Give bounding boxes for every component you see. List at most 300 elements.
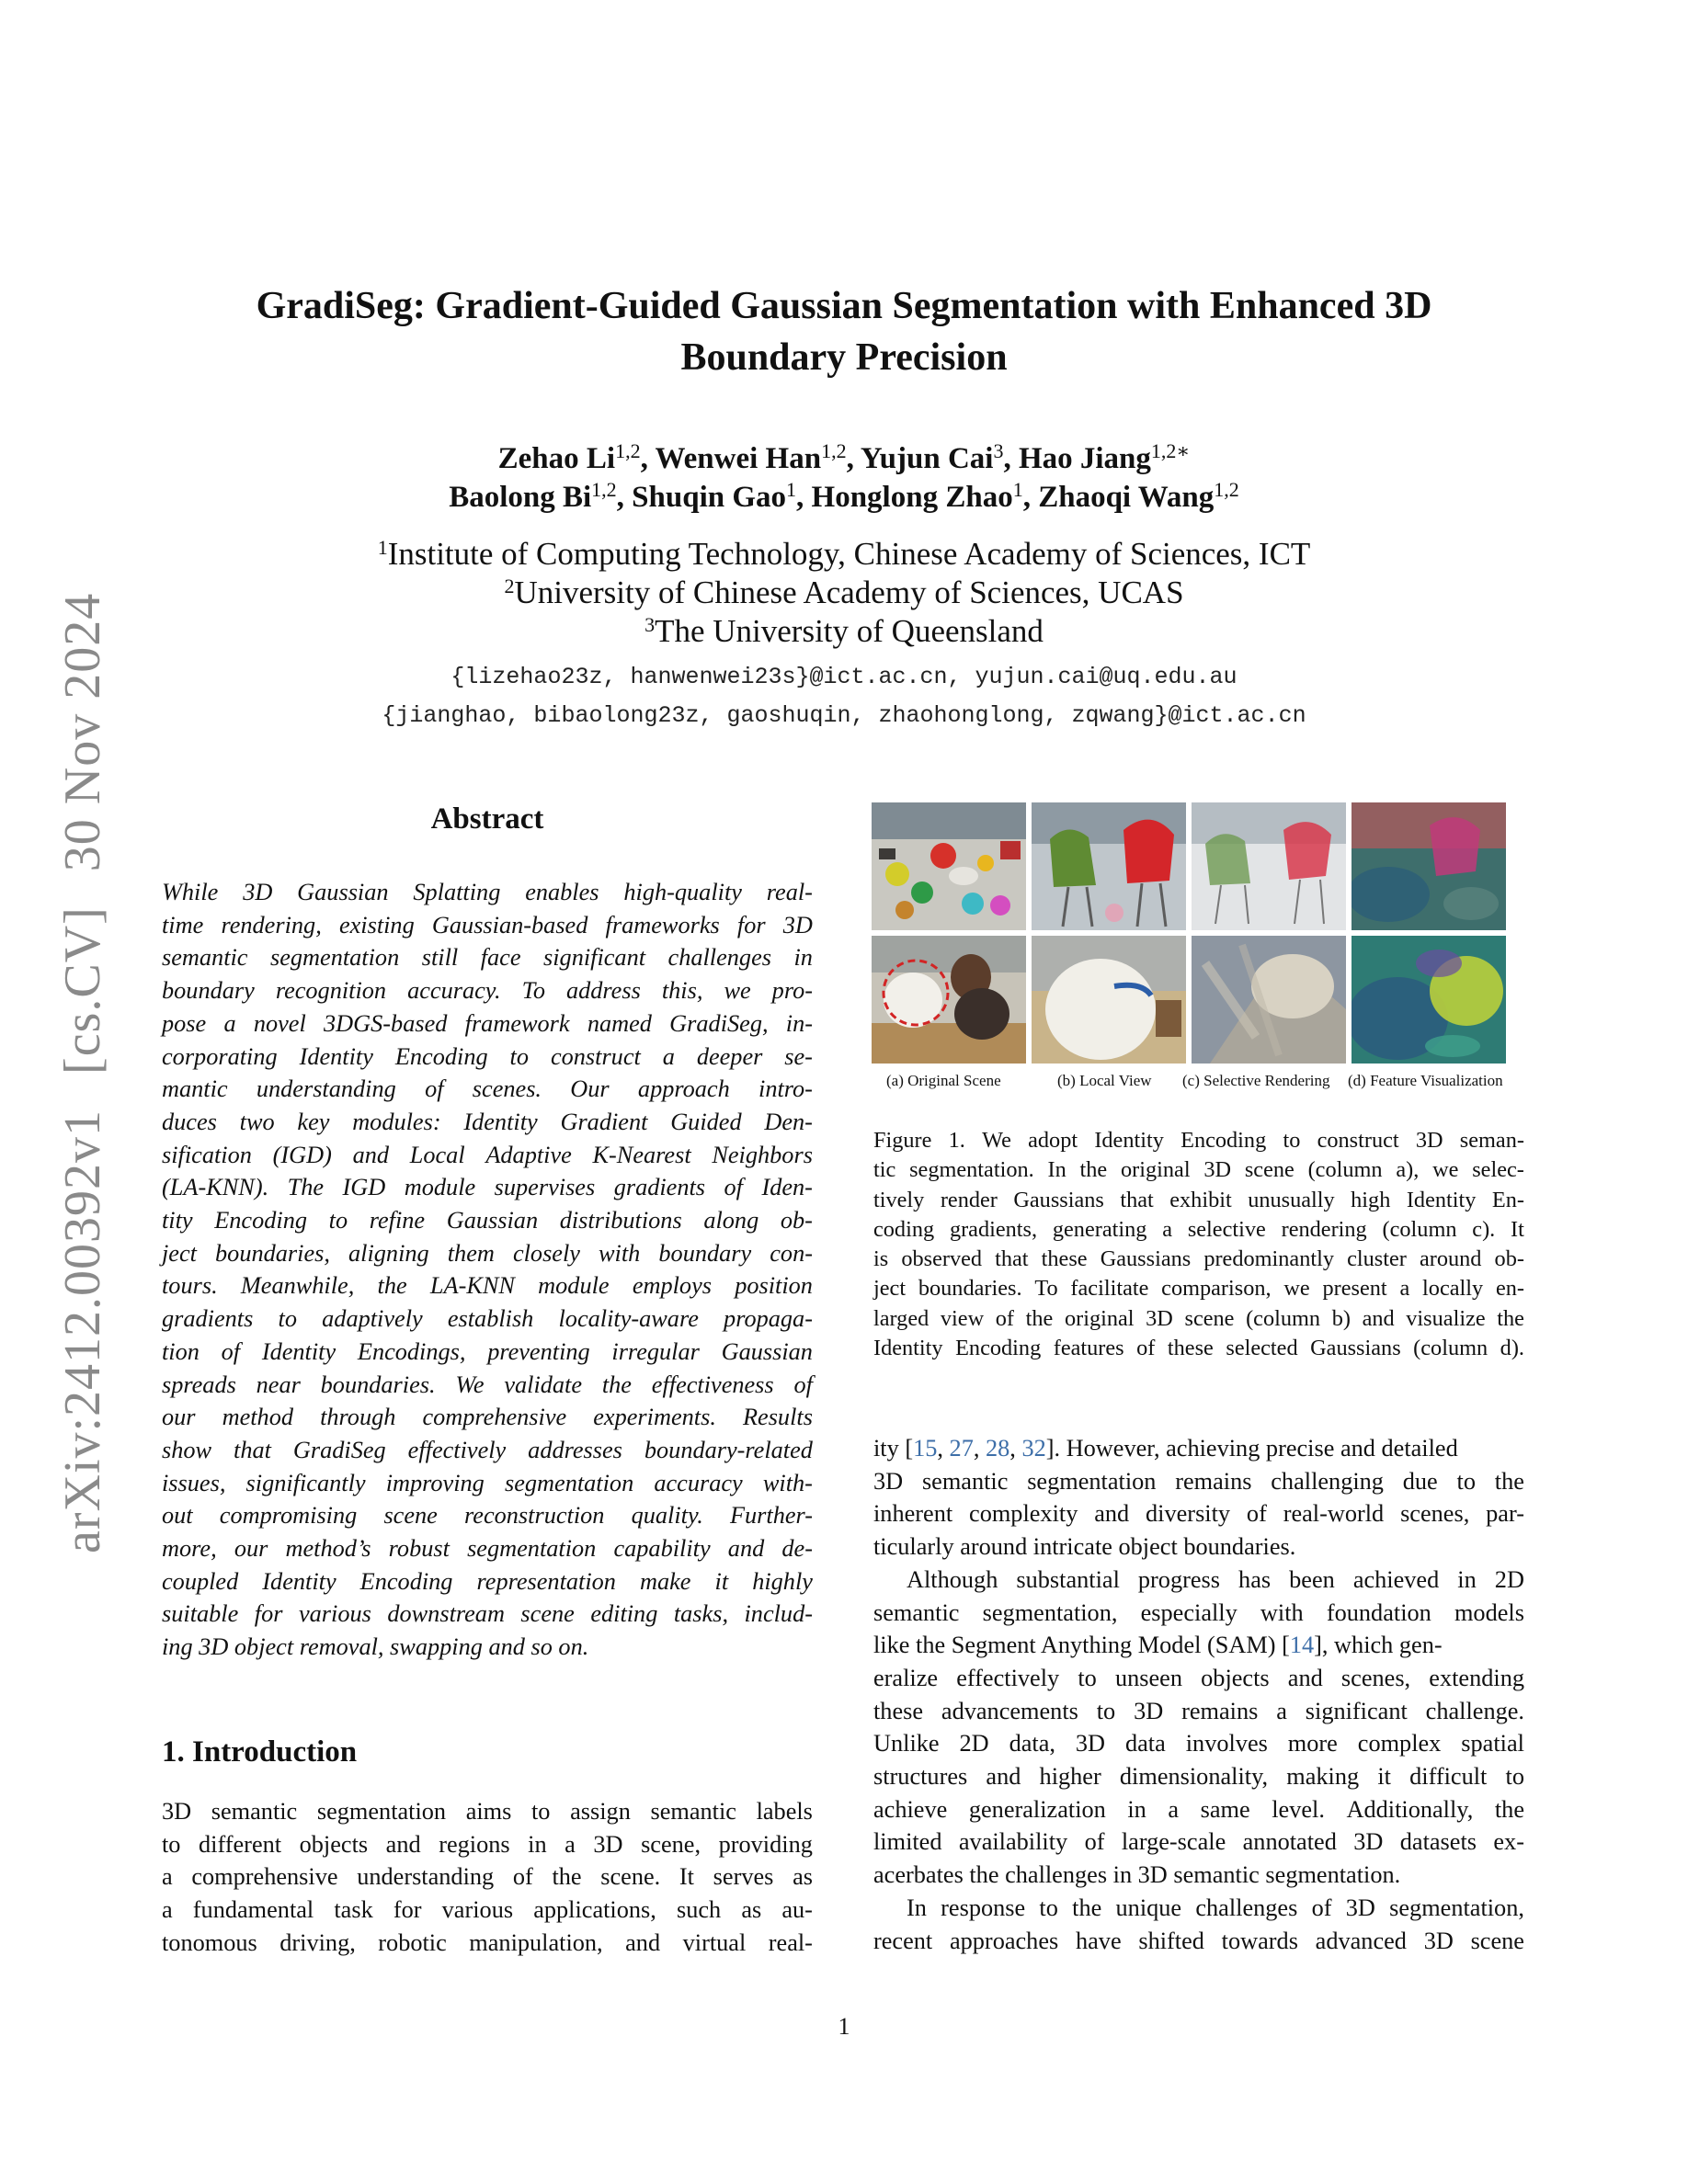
word: semantic xyxy=(873,1598,960,1626)
word: tively xyxy=(873,1187,925,1212)
word: gradients, xyxy=(949,1216,1038,1242)
word: in xyxy=(793,944,813,972)
text-line xyxy=(162,1302,813,1336)
word: these xyxy=(1041,1246,1088,1272)
word: different xyxy=(199,1830,282,1858)
word: Gaussian xyxy=(446,1207,539,1234)
word: 2D xyxy=(1494,1565,1524,1593)
word: has xyxy=(1238,1565,1272,1593)
word: The xyxy=(287,1174,325,1201)
word: face xyxy=(480,944,521,972)
text-line xyxy=(873,1274,1524,1303)
word: adaptively xyxy=(322,1305,423,1333)
word: near xyxy=(256,1371,301,1398)
word: Identity xyxy=(299,1042,373,1070)
word: limited xyxy=(873,1828,942,1856)
text-line xyxy=(873,1245,1524,1274)
word: level. xyxy=(1272,1795,1325,1823)
word: in xyxy=(528,1830,547,1858)
word: boundary xyxy=(162,977,255,1005)
text-line xyxy=(162,941,813,974)
word: While xyxy=(162,879,219,905)
word: (column xyxy=(1413,1336,1488,1361)
word: with xyxy=(1260,1598,1304,1626)
word: K-Nearest xyxy=(592,1141,691,1168)
right-column-body xyxy=(873,1432,1524,1957)
word: 3D xyxy=(1146,1305,1173,1331)
word: that xyxy=(995,1246,1029,1272)
word: module xyxy=(538,1272,610,1300)
word: models xyxy=(1454,1598,1524,1626)
text-line: acerbates the challenges in 3D semantic segmentation. xyxy=(873,1861,1401,1889)
word: adopt xyxy=(1028,1128,1078,1153)
affiliations xyxy=(165,535,1523,651)
text-line xyxy=(162,1369,813,1402)
word: scene xyxy=(383,1502,438,1530)
text-line xyxy=(162,1106,813,1139)
word: a xyxy=(162,1896,173,1924)
word: the xyxy=(377,1272,407,1300)
word: to xyxy=(162,1830,181,1858)
word: around xyxy=(1419,1246,1482,1272)
text-line xyxy=(162,1171,813,1204)
word: deeper xyxy=(696,1042,763,1070)
word: method’s xyxy=(285,1535,371,1563)
author-emails xyxy=(165,658,1523,735)
word: same xyxy=(1200,1795,1250,1823)
word: advanced xyxy=(1315,1927,1407,1954)
text-line xyxy=(873,1497,1524,1530)
word: segmentation, xyxy=(982,1598,1118,1626)
word: fundamental xyxy=(192,1896,314,1924)
word: b) xyxy=(1331,1305,1351,1331)
text-line xyxy=(873,1215,1524,1245)
word: this, xyxy=(661,977,703,1005)
word: Neighbors xyxy=(712,1141,813,1168)
word: manipulation, xyxy=(469,1928,603,1956)
word: assign xyxy=(570,1798,631,1825)
word: segmentation xyxy=(1027,1467,1157,1495)
word: To xyxy=(1034,1276,1058,1302)
word: scene xyxy=(1244,1157,1295,1183)
word: scenes. xyxy=(472,1075,542,1103)
word: substantial xyxy=(1016,1565,1120,1593)
word: real- xyxy=(768,1928,813,1956)
word: we xyxy=(724,977,751,1005)
word: out xyxy=(162,1502,193,1530)
word: of xyxy=(425,1075,444,1103)
word: preventing xyxy=(487,1337,590,1365)
text-line xyxy=(873,1186,1524,1215)
word: and xyxy=(1362,1305,1395,1331)
word: segmentation xyxy=(467,1535,597,1563)
word: pro- xyxy=(771,977,813,1005)
word: to xyxy=(1505,1763,1524,1791)
word: Figure xyxy=(873,1128,932,1153)
text-line: ticularly around intricate object boundaries. xyxy=(873,1533,1296,1561)
arxiv-date: 30 Nov 2024 xyxy=(54,592,111,872)
text-line xyxy=(162,1532,813,1565)
word: employs xyxy=(632,1272,712,1300)
word: en- xyxy=(1495,1276,1524,1302)
word: a xyxy=(662,1042,675,1070)
word: them xyxy=(447,1239,495,1267)
word: various xyxy=(441,1896,514,1924)
word: highly xyxy=(752,1567,813,1595)
affiliation-text: University of Chinese Academy of Sciences, UCAS xyxy=(514,574,1184,610)
word: Identity xyxy=(463,1108,538,1135)
word: of xyxy=(512,1863,533,1891)
word: we xyxy=(1432,1157,1459,1183)
word: in xyxy=(1457,1565,1477,1593)
word: selective xyxy=(1187,1216,1266,1242)
word: that xyxy=(1120,1187,1154,1212)
word: and xyxy=(352,1141,390,1168)
author-affil-sup: 1,2 xyxy=(821,439,847,462)
author-affil-sup: 1,2∗ xyxy=(1150,439,1191,462)
word: Additionally, xyxy=(1346,1795,1474,1823)
word: availability xyxy=(958,1828,1068,1856)
word: 3D xyxy=(1345,1894,1375,1921)
word: effectively xyxy=(956,1664,1060,1691)
word: real- xyxy=(766,879,813,905)
word: and xyxy=(727,1535,765,1563)
word: effectively xyxy=(407,1436,507,1463)
word: modules: xyxy=(352,1108,441,1135)
figure-image-local-view-sheep xyxy=(1032,936,1186,1064)
word: difficult xyxy=(1409,1763,1488,1791)
word: capability xyxy=(613,1535,711,1563)
word: effectiveness xyxy=(651,1371,774,1398)
word: segmentation xyxy=(504,1469,634,1496)
word: de- xyxy=(781,1535,813,1563)
word: tasks, xyxy=(673,1600,729,1628)
word: irregular xyxy=(611,1337,700,1365)
word: a xyxy=(223,1009,236,1037)
word: comprehensive xyxy=(191,1863,338,1891)
word: that xyxy=(234,1436,271,1463)
word: coding xyxy=(873,1216,935,1242)
word: Gaussian xyxy=(721,1337,813,1365)
paper-title xyxy=(165,280,1523,383)
word: compromising xyxy=(219,1502,358,1530)
text-line xyxy=(162,1269,813,1302)
word: Gradient xyxy=(560,1108,648,1135)
text-line xyxy=(873,1892,1524,1925)
text-line xyxy=(873,1564,1524,1597)
figure-1 xyxy=(872,802,1506,1089)
word: virtual xyxy=(682,1928,747,1956)
word: inherent xyxy=(873,1500,953,1528)
text-line xyxy=(162,1499,813,1532)
author-affil-sup: 1 xyxy=(1012,478,1023,501)
word: representation xyxy=(476,1567,616,1595)
word: semantic xyxy=(921,1467,1009,1495)
word: Gaussians xyxy=(1013,1187,1104,1212)
word: these xyxy=(1167,1336,1214,1361)
word: in- xyxy=(785,1009,813,1037)
author-affil-sup: 1,2 xyxy=(615,439,641,462)
word: make xyxy=(640,1567,691,1595)
word: pose xyxy=(162,1009,207,1037)
word: En- xyxy=(1491,1187,1524,1212)
word: Further- xyxy=(729,1502,813,1530)
word: achieved xyxy=(1352,1565,1440,1593)
word: Encodings, xyxy=(357,1337,466,1365)
word: semantic xyxy=(162,944,248,972)
word: the xyxy=(1494,1467,1524,1495)
word: to xyxy=(509,1042,530,1070)
word: Results xyxy=(742,1404,813,1431)
text-line xyxy=(873,1662,1524,1695)
word: understanding xyxy=(256,1075,396,1103)
word: the xyxy=(1494,1795,1524,1823)
word: addresses xyxy=(528,1436,622,1463)
affiliation-2 xyxy=(165,574,1523,612)
citation-link[interactable]: 15 xyxy=(913,1435,938,1462)
word: challenge. xyxy=(1425,1697,1524,1724)
author-affil-sup: 1 xyxy=(786,478,797,501)
word: novel xyxy=(253,1009,306,1037)
word: larged xyxy=(873,1305,930,1331)
word: au- xyxy=(781,1896,813,1924)
word: data, xyxy=(1009,1730,1055,1757)
text-line xyxy=(873,1925,1524,1958)
word: GradiSeg xyxy=(292,1436,386,1463)
affiliation-sup: 2 xyxy=(504,574,515,597)
word: Identity xyxy=(261,1337,336,1365)
text-fragment: like the Segment Anything Model (SAM) [ xyxy=(873,1632,1290,1659)
text-line xyxy=(873,1793,1524,1826)
word: aims xyxy=(465,1798,512,1825)
word: Guided xyxy=(670,1108,742,1135)
page-number: 1 xyxy=(838,2013,850,2040)
text-fragment: ity [15, 27, 28, 32]. However, achieving precise and detailed xyxy=(873,1435,1458,1462)
citation-link[interactable]: 32 xyxy=(1021,1435,1046,1462)
word: time xyxy=(162,911,204,938)
text-line xyxy=(162,1565,813,1598)
word: been xyxy=(1289,1565,1335,1593)
word: to xyxy=(1039,1894,1058,1921)
word: of xyxy=(221,1337,241,1365)
word: scenes, xyxy=(1400,1500,1470,1528)
word: of xyxy=(1136,1336,1156,1361)
word: observed xyxy=(901,1246,983,1272)
introduction-heading: 1. Introduction xyxy=(162,1735,358,1769)
word: serves xyxy=(713,1863,774,1891)
word: making xyxy=(1286,1763,1360,1791)
word: with xyxy=(599,1239,641,1267)
word: remains xyxy=(1175,1467,1252,1495)
word: render xyxy=(940,1187,998,1212)
text-fragment: ]. However, achieving precise and detailed xyxy=(1045,1435,1458,1462)
word: Identity xyxy=(262,1567,336,1595)
word: distributions xyxy=(559,1207,682,1234)
word: significantly xyxy=(245,1469,366,1496)
figure-image-feature-visualization-chairs xyxy=(1352,802,1506,930)
citation-link[interactable]: 28 xyxy=(986,1435,1010,1462)
author-name: Yujun Cai xyxy=(860,442,994,475)
word: due xyxy=(1402,1467,1438,1495)
word: tion xyxy=(162,1337,200,1365)
word: con- xyxy=(770,1239,813,1267)
word: to xyxy=(328,1207,348,1234)
text-line xyxy=(162,1336,813,1369)
word: large-scale xyxy=(1121,1828,1226,1856)
text-line xyxy=(873,1597,1524,1630)
author-affil-sup: 1,2 xyxy=(1214,478,1239,501)
word: structures xyxy=(873,1763,968,1791)
word: of xyxy=(1246,1500,1267,1528)
paragraph-1-lines xyxy=(873,1465,1524,1564)
word: of xyxy=(724,1174,743,1201)
figure-image-local-view-chairs xyxy=(1032,802,1186,930)
word: semantic xyxy=(650,1798,736,1825)
word: quality. xyxy=(631,1502,703,1530)
title-line-2: Boundary Precision xyxy=(680,336,1008,379)
word: higher xyxy=(1039,1763,1101,1791)
word: predominantly xyxy=(1203,1246,1335,1272)
word: selected xyxy=(1226,1336,1298,1361)
word: original xyxy=(1121,1157,1191,1183)
arxiv-category: [cs.CV] xyxy=(54,906,111,1075)
word: Splatting xyxy=(413,879,501,905)
citation-link[interactable]: 27 xyxy=(949,1435,974,1462)
word: eralize xyxy=(873,1664,939,1691)
word: semantic xyxy=(211,1798,298,1825)
word: We xyxy=(455,1371,485,1398)
word: validate xyxy=(504,1371,583,1398)
word: sification xyxy=(162,1141,252,1168)
word: spatial xyxy=(1461,1730,1524,1757)
word: scene. xyxy=(600,1863,661,1891)
word: and xyxy=(625,1928,661,1956)
subfigure-label-a: (a) Original Scene xyxy=(886,1072,1001,1089)
word: (column xyxy=(1246,1305,1321,1331)
word: Encoding xyxy=(955,1336,1042,1361)
word: Encoding xyxy=(214,1207,308,1234)
text-line xyxy=(162,1041,813,1074)
word: aligning xyxy=(348,1239,429,1267)
word: have xyxy=(1075,1927,1122,1954)
word: We xyxy=(982,1128,1011,1153)
word: complex xyxy=(1357,1730,1442,1757)
word: boundary xyxy=(658,1239,752,1267)
word: of xyxy=(793,1371,813,1398)
text-line: ing 3D object removal, swapping and so on. xyxy=(162,1633,589,1661)
word: framework xyxy=(464,1009,570,1037)
word: the xyxy=(552,1863,582,1891)
word: Adaptive xyxy=(485,1141,572,1168)
word: Den- xyxy=(764,1108,813,1135)
word: 3D xyxy=(782,911,813,938)
word: c). xyxy=(1472,1216,1496,1242)
word: In xyxy=(1047,1157,1066,1183)
word: and xyxy=(1094,1500,1130,1528)
word: cluster xyxy=(1347,1246,1407,1272)
word: to xyxy=(1096,1697,1116,1724)
word: propaga- xyxy=(724,1305,813,1333)
word: generalization xyxy=(968,1795,1106,1823)
word: unseen xyxy=(1114,1664,1182,1691)
word: 3D xyxy=(1423,1927,1454,1954)
word: for xyxy=(254,1600,283,1628)
subfigure-label-d: (d) Feature Visualization xyxy=(1348,1072,1503,1089)
word: various xyxy=(298,1600,371,1628)
email-line-2[interactable]: {jianghao, bibaolong23z, gaoshuqin, zhaohonglong, zqwang}@ict.ac.cn xyxy=(382,702,1306,729)
word: editing xyxy=(590,1600,658,1628)
word: view xyxy=(940,1305,985,1331)
word: ob- xyxy=(780,1207,813,1234)
word: rendering, xyxy=(221,911,322,938)
text-line xyxy=(873,1465,1524,1498)
word: of xyxy=(1084,1828,1105,1856)
word: facilitate xyxy=(1070,1276,1149,1302)
word: scenes, xyxy=(1340,1664,1411,1691)
word: unusually xyxy=(1248,1187,1335,1212)
author-name: Baolong Bi xyxy=(449,481,592,514)
word: to xyxy=(1078,1664,1097,1691)
word: through xyxy=(320,1404,396,1431)
text-line xyxy=(162,1795,813,1828)
word: as xyxy=(741,1896,762,1924)
figure-1-caption xyxy=(873,1126,1524,1363)
figure-1-image-grid xyxy=(872,802,1506,1064)
word: diversity xyxy=(1146,1500,1231,1528)
paragraph-2-lines-after xyxy=(873,1662,1524,1892)
word: module xyxy=(404,1174,476,1201)
text-line xyxy=(873,1760,1524,1793)
text-fragment xyxy=(873,1629,1443,1662)
word: annotated xyxy=(1242,1828,1337,1856)
word: (IGD) xyxy=(272,1141,332,1168)
word: unique xyxy=(1115,1894,1182,1921)
text-line xyxy=(873,1629,1524,1662)
word: to xyxy=(1456,1467,1476,1495)
author-line-1: Zehao Li$^{1,2}$, Wenwei Han$^{1,2}$, Yujun Cai$^3$, Hao Jiang$^{1,2∗}$ xyxy=(497,439,1191,475)
word: Encoding xyxy=(1180,1128,1267,1153)
word: boundaries. xyxy=(320,1371,436,1398)
word: Gaussians xyxy=(1100,1246,1192,1272)
word: construct xyxy=(1317,1128,1399,1153)
word: robotic xyxy=(378,1928,447,1956)
word: 3D xyxy=(243,879,273,905)
word: segmentation, xyxy=(1389,1894,1524,1921)
word: Identity xyxy=(1094,1128,1164,1153)
affiliation-1 xyxy=(165,535,1523,574)
author-affil-sup: 3 xyxy=(993,439,1004,462)
text-line xyxy=(162,1073,813,1106)
affiliation-sup: 1 xyxy=(377,536,388,559)
word: closely xyxy=(512,1239,580,1267)
word: for xyxy=(393,1896,422,1924)
word: a xyxy=(1162,1216,1173,1242)
word: Gaussian xyxy=(297,879,389,905)
word: It xyxy=(679,1863,694,1891)
text-line xyxy=(162,1828,813,1861)
word: boundaries. xyxy=(918,1276,1022,1302)
word: comprehensive xyxy=(422,1404,567,1431)
word: to xyxy=(1283,1128,1301,1153)
word: datasets xyxy=(1399,1828,1477,1856)
arxiv-id: arXiv:2412.00392v1 xyxy=(54,1109,111,1553)
word: labels xyxy=(756,1798,813,1825)
word: named xyxy=(587,1009,652,1037)
citation-link[interactable]: 14 xyxy=(1289,1632,1315,1659)
email-line-1[interactable]: {lizehao23z, hanwenwei23s}@ict.ac.cn, yujun.cai@uq.edu.au xyxy=(451,664,1237,690)
word: with- xyxy=(762,1469,813,1496)
word: improving xyxy=(385,1469,485,1496)
